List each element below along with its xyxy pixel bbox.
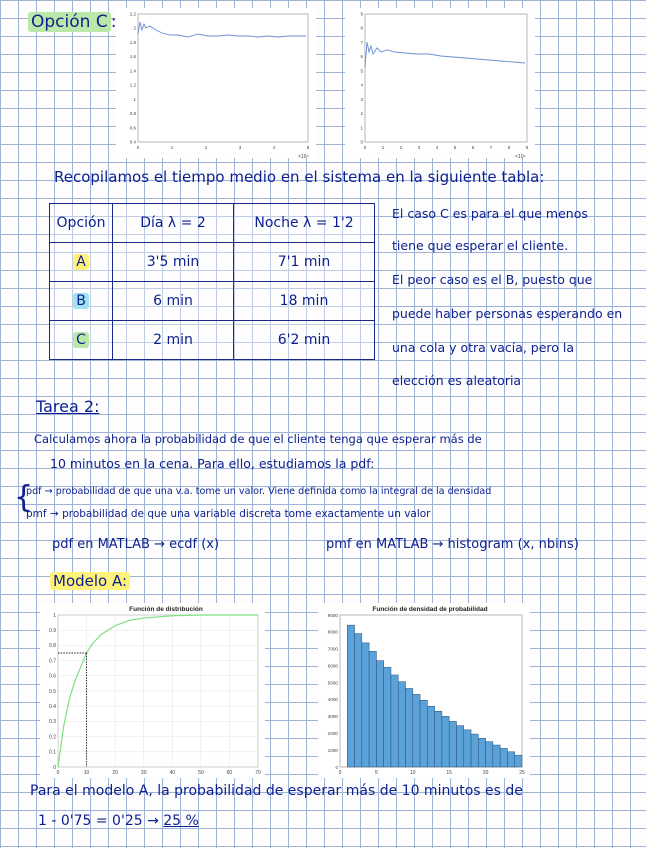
- histogram-bar: [420, 700, 427, 767]
- histogram-bar: [435, 711, 442, 767]
- histogram-bar: [369, 651, 376, 767]
- y-tick-label: 0.4: [49, 704, 56, 710]
- y-tick-label: 0.8: [129, 111, 136, 117]
- x-tick-label: 15: [446, 770, 452, 776]
- note-line: tiene que esperar el cliente.: [392, 238, 569, 253]
- x-tick-label: 4: [272, 145, 276, 150]
- y-tick-label: 5000: [327, 680, 338, 686]
- brace: {: [14, 480, 34, 515]
- x-tick-label: 5: [453, 145, 457, 150]
- table-cell: 6 min: [113, 282, 234, 321]
- matlab-pmf: pmf en MATLAB → histogram (x, nbins): [326, 537, 579, 552]
- modelo-heading: [50, 572, 130, 590]
- y-tick-label: 2.2: [129, 11, 136, 17]
- cdf-chart: [40, 603, 265, 778]
- histogram-bar: [355, 634, 362, 767]
- y-tick-label: 3000: [327, 714, 338, 720]
- result-value: 25 %: [163, 813, 199, 829]
- x-tick-label: 1: [381, 145, 385, 150]
- x-tick-label: 0: [56, 770, 60, 776]
- histogram-bar: [500, 748, 507, 767]
- histogram-bar: [471, 734, 478, 767]
- y-tick-label: 0.2: [49, 734, 56, 741]
- cdf-title: Función de distribución: [129, 606, 203, 613]
- y-tick-label: 0.7: [49, 658, 56, 665]
- histogram-bar: [376, 661, 383, 767]
- plot-opcion-c-left: [116, 8, 316, 158]
- x-tick-label: 5: [375, 770, 378, 776]
- x-tick-label: 25: [519, 770, 525, 776]
- plot2-exponent: ×10⁴: [515, 154, 526, 158]
- modelo-label: Modelo A:: [50, 572, 130, 590]
- y-tick-label: 2000: [327, 731, 338, 737]
- note-line: una cola y otra vacía, pero la: [392, 340, 575, 355]
- x-tick-label: 5: [306, 145, 310, 150]
- histogram-bar: [398, 682, 405, 767]
- x-tick-label: 7: [489, 145, 493, 150]
- x-tick-label: 0: [338, 770, 342, 776]
- y-tick-label: 0.6: [129, 125, 136, 131]
- histogram-bar: [449, 721, 456, 767]
- y-tick-label: 4000: [327, 697, 338, 703]
- y-tick-label: 7: [360, 39, 363, 45]
- histogram-bar: [384, 667, 391, 767]
- histogram-bar: [464, 730, 471, 767]
- histogram-bar: [442, 716, 449, 767]
- x-tick-label: 2: [399, 145, 403, 150]
- table-header-cell: Opción: [50, 204, 113, 243]
- y-tick-label: 0.3: [49, 719, 56, 726]
- x-tick-label: 3: [417, 145, 421, 150]
- histogram-bar: [478, 738, 485, 767]
- x-tick-label: 40: [169, 770, 176, 776]
- y-tick-label: 0.5: [49, 688, 56, 695]
- y-tick-label: 2: [133, 25, 136, 31]
- table-header-row: [50, 204, 375, 243]
- x-tick-label: 6: [471, 145, 475, 150]
- tarea-text-line: Calculamos ahora la probabilidad de que el cliente tenga que esperar más de: [34, 432, 482, 446]
- table-cell: 18 min: [234, 282, 375, 321]
- y-tick-label: 8: [360, 25, 363, 31]
- x-tick-label: 60: [226, 770, 233, 776]
- x-tick-label: 0: [363, 145, 367, 150]
- intro-text: Recopilamos el tiempo medio en el sistema en la siguiente tabla:: [54, 168, 545, 186]
- histogram-bar: [391, 675, 398, 767]
- y-tick-label: 0: [360, 139, 363, 145]
- histogram-bar: [493, 745, 500, 767]
- opcion-c-heading: [28, 12, 116, 32]
- y-tick-label: 1000: [327, 747, 338, 753]
- x-tick-label: 8: [507, 145, 511, 150]
- results-table: [49, 203, 375, 360]
- y-tick-label: 0.4: [129, 139, 136, 145]
- histogram-bar: [507, 752, 514, 767]
- x-tick-label: 9: [525, 145, 529, 150]
- y-tick-label: 1.2: [129, 82, 136, 88]
- x-tick-label: 4: [435, 145, 439, 150]
- opcion-c-colon: :: [110, 12, 117, 32]
- x-tick-label: 10: [83, 770, 90, 776]
- table-cell: 2 min: [113, 321, 234, 360]
- histogram-bar: [456, 726, 463, 767]
- table-row: [50, 243, 375, 282]
- note-line: El caso C es para el que menos: [392, 206, 588, 221]
- x-tick-label: 20: [482, 770, 489, 776]
- y-tick-label: 1: [133, 96, 136, 102]
- note-line: El peor caso es el B, puesto que: [392, 272, 593, 287]
- histogram-bar: [413, 694, 420, 767]
- opcion-c-label: Opción C: [28, 12, 111, 32]
- y-tick-label: 6000: [327, 663, 338, 669]
- histogram-bar: [406, 688, 413, 767]
- def-line: pmf → probabilidad de que una variable discreta tome exactamente un valor: [26, 508, 431, 520]
- note-line: puede haber personas esperando en: [392, 306, 623, 321]
- table-cell-option: C: [50, 321, 113, 360]
- x-tick-label: 20: [112, 770, 118, 776]
- histogram-bar: [427, 706, 434, 767]
- tarea-heading: Tarea 2:: [36, 397, 100, 416]
- x-tick-label: 2: [204, 145, 208, 150]
- y-tick-label: 1: [360, 125, 363, 131]
- histogram-bar: [347, 625, 354, 767]
- y-tick-label: 0.6: [49, 673, 56, 680]
- histogram-bar: [486, 742, 493, 767]
- y-tick-label: 0.8: [49, 643, 56, 650]
- plot1-exponent: ×10⁴: [298, 154, 309, 158]
- x-tick-label: 1: [170, 145, 174, 150]
- conclusion-text: Para el modelo A, la probabilidad de esperar más de 10 minutos es de: [30, 783, 523, 799]
- table-cell: 3'5 min: [113, 243, 234, 282]
- result-line: [38, 813, 199, 829]
- note-line: elección es aleatoria: [392, 373, 522, 388]
- table-cell-option: B: [50, 282, 113, 321]
- y-tick-label: 8000: [327, 629, 338, 635]
- result-prefix: 1 - 0'75 = 0'25 →: [38, 813, 159, 829]
- x-tick-label: 70: [255, 770, 261, 776]
- x-tick-label: 50: [198, 770, 204, 776]
- y-tick-label: 5: [360, 68, 363, 74]
- table-cell-option: A: [50, 243, 113, 282]
- table-header-cell: Noche λ = 1'2: [234, 204, 375, 243]
- y-tick-label: 4: [360, 82, 363, 88]
- x-tick-label: 3: [238, 145, 242, 150]
- y-tick-label: 1.4: [129, 68, 136, 74]
- y-tick-label: 9000: [327, 612, 338, 618]
- y-tick-label: 1.6: [129, 54, 136, 60]
- table-cell: 6'2 min: [234, 321, 375, 360]
- y-tick-label: 1.8: [129, 39, 136, 45]
- y-tick-label: 0.1: [49, 749, 56, 756]
- table-row: [50, 282, 375, 321]
- y-tick-label: 9: [360, 11, 363, 17]
- y-tick-label: 2: [360, 111, 363, 117]
- tarea-text-line: 10 minutos en la cena. Para ello, estudiamos la pdf:: [50, 456, 375, 471]
- matlab-pdf: pdf en MATLAB → ecdf (x): [52, 537, 220, 552]
- x-tick-label: 30: [140, 770, 147, 776]
- y-tick-label: 3: [360, 96, 363, 102]
- table-cell: 7'1 min: [234, 243, 375, 282]
- y-tick-label: 7000: [327, 646, 338, 652]
- table-row: [50, 321, 375, 360]
- y-tick-label: 0.9: [49, 628, 56, 634]
- histogram-bar: [362, 643, 369, 767]
- x-tick-label: 10: [410, 770, 416, 776]
- y-tick-label: 0: [53, 764, 56, 771]
- table-header-cell: Día λ = 2: [113, 204, 234, 243]
- y-tick-label: 6: [360, 54, 363, 60]
- histogram-title: Función de densidad de probabilidad: [372, 606, 488, 613]
- histogram-bar: [515, 755, 522, 767]
- x-tick-label: 0: [136, 145, 140, 150]
- y-tick-label: 1: [53, 612, 56, 619]
- histogram-chart: [318, 603, 530, 778]
- plot-opcion-c-right: [345, 8, 535, 158]
- y-tick-label: 0: [335, 764, 338, 770]
- def-line: pdf → probabilidad de que una v.a. tome un valor. Viene definida como la integral de la densidad: [26, 486, 492, 497]
